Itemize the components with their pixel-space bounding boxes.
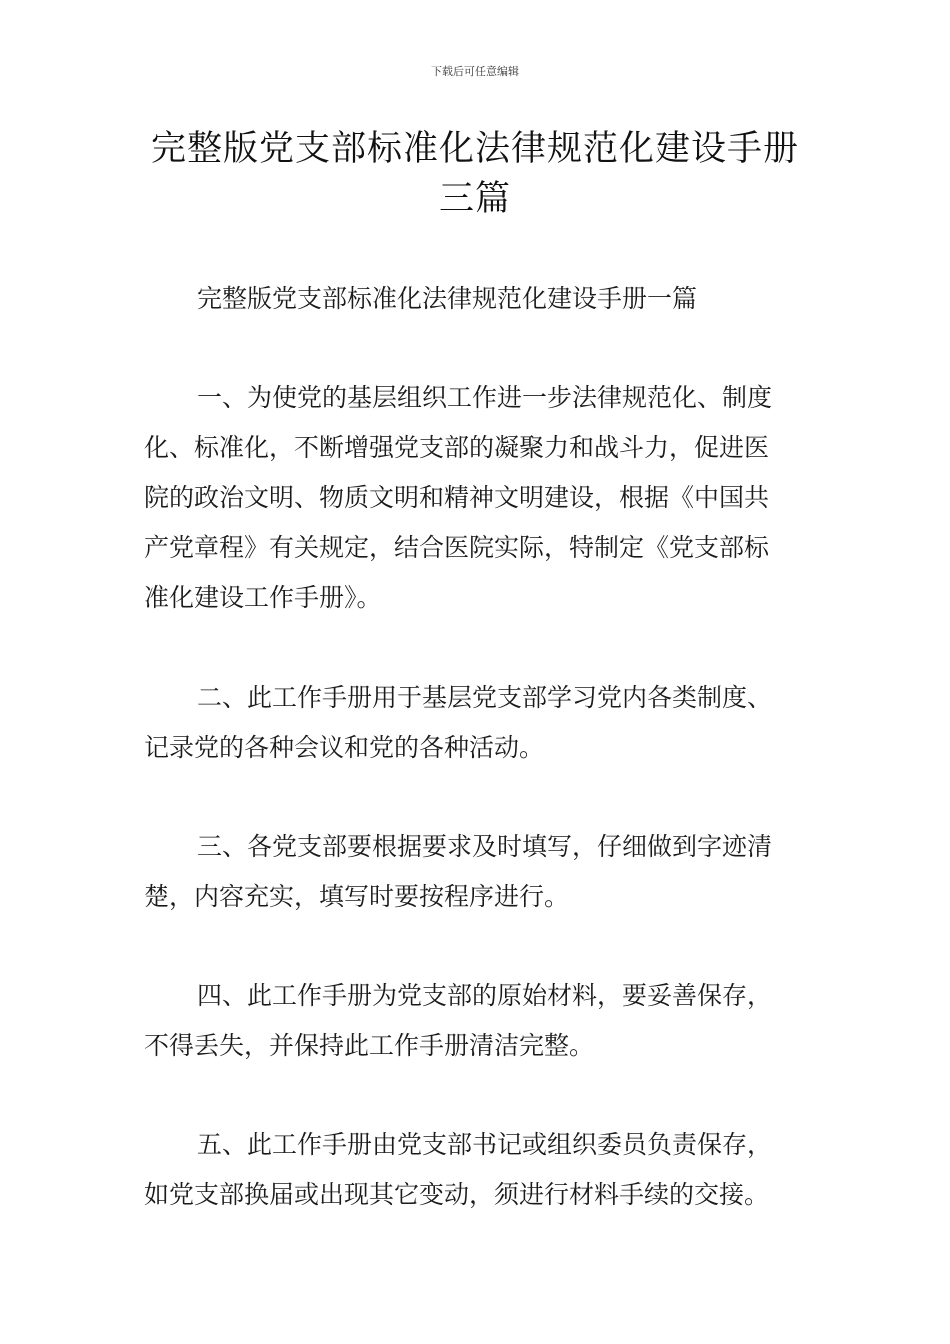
paragraph-line: 三、各党支部要根据要求及时填写，仔细做到字迹清 (197, 832, 773, 861)
paragraph-line: 记录党的各种会议和党的各种活动。 (144, 733, 545, 762)
paragraph-line: 准化建设工作手册》。 (144, 583, 382, 612)
paragraph-5 (144, 1120, 808, 1220)
paragraph-line: 如党支部换届或出现其它变动，须进行材料手续的交接。 (144, 1180, 770, 1209)
paragraph-line: 楚，内容充实，填写时要按程序进行。 (144, 882, 570, 911)
document-title (140, 124, 810, 224)
document-title-line: 三篇 (438, 179, 511, 219)
paragraph-line: 不得丢失，并保持此工作手册清洁完整。 (144, 1031, 595, 1060)
paragraph-3 (144, 822, 808, 922)
paragraph-line: 一、为使党的基层组织工作进一步法律规范化、制度 (197, 383, 773, 412)
paragraph-1 (144, 373, 808, 623)
paragraph-line: 五、此工作手册由党支部书记或组织委员负责保存， (197, 1130, 773, 1159)
paragraph-line: 二、此工作手册用于基层党支部学习党内各类制度、 (197, 683, 773, 712)
paragraph-line: 四、此工作手册为党支部的原始材料，要妥善保存， (197, 981, 773, 1010)
paragraph-line: 院的政治文明、物质文明和精神文明建设，根据《中国共 (144, 483, 770, 512)
document-title-line: 完整版党支部标准化法律规范化建设手册 (150, 129, 799, 169)
paragraph-line: 化、标准化，不断增强党支部的凝聚力和战斗力，促进医 (144, 433, 770, 462)
paragraph-4 (144, 971, 808, 1071)
header-note: 下载后可任意编辑 (431, 65, 519, 78)
document-subtitle (144, 274, 808, 324)
paragraph-line: 产党章程》有关规定，结合医院实际，特制定《党支部标 (144, 533, 770, 562)
paragraph-2 (144, 673, 808, 773)
subtitle-text: 完整版党支部标准化法律规范化建设手册一篇 (197, 284, 698, 313)
